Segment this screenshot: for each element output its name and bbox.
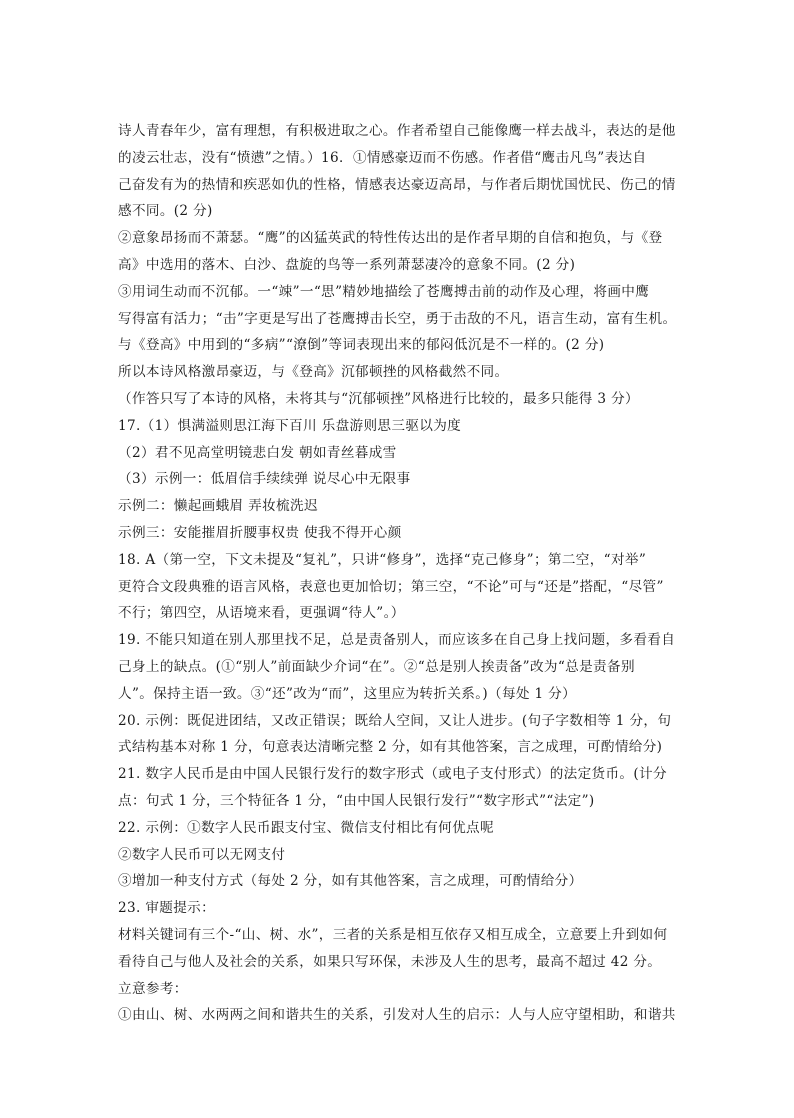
text-line: 材料关键词有三个-“山、树、水”，三者的关系是相互依存又相互成全，立意要上升到如何: [118, 926, 668, 943]
text-line: 23. 审题提示：: [118, 900, 216, 917]
text-line: 示例二：懒起画蛾眉 弄妆梳洗迟: [118, 498, 318, 515]
text-line: ②数字人民币可以无网支付: [118, 846, 286, 863]
text-line: 18. A（第一空，下文未提及“复礼”，只讲“修身”，选择“克己修身”；第二空，“对举”: [118, 551, 647, 568]
text-line: 19. 不能只知道在别人那里找不足，总是责备别人，而应该多在自己身上找问题，多看看自: [118, 632, 676, 649]
text-line: 20. 示例：既促进团结，又改正错误；既给人空间，又让人进步。(句子字数相等 1 分，句: [118, 712, 672, 729]
text-line: （2）君不见高堂明镜悲白发 朝如青丝暮成雪: [118, 444, 397, 461]
text-line: ②意象昂扬而不萧瑟。“鹰”的凶猛英武的特性传达出的是作者早期的自信和抱负，与《登: [118, 230, 663, 247]
text-line: 己身上的缺点。(①“别人”前面缺少介词“在”。②“总是别人挨责备”改为“总是责备别: [118, 658, 635, 675]
text-line: （作答只写了本诗的风格，未将其与“沉郁顿挫”风格进行比较的，最多只能得 3 分）: [118, 390, 639, 407]
text-line: 所以本诗风格激昂豪迈，与《登高》沉郁顿挫的风格截然不同。: [118, 364, 509, 381]
text-line: 高》中选用的落木、白沙、盘旋的鸟等一系列萧瑟凄冷的意象不同。(2 分): [118, 256, 576, 273]
text-line: 写得富有活力；“击”字更是写出了苍鹰搏击长空，勇于击敌的不凡，语言生动，富有生机。: [118, 310, 677, 327]
text-line: 22. 示例：①数字人民币跟支付宝、微信支付相比有何优点呢: [118, 819, 494, 836]
text-line: 感不同。(2 分): [118, 203, 213, 220]
text-line: ①由山、树、水两两之间和谐共生的关系，引发对人生的启示：人与人应守望相助，和谐共: [118, 1007, 676, 1024]
text-line: 人”。保持主语一致。③“还”改为“而”，这里应为转折关系。)（每处 1 分）: [118, 685, 577, 702]
text-line: 己奋发有为的热情和疾恶如仇的性格，情感表达豪迈高昂，与作者后期忧国忧民、伤己的情: [118, 176, 676, 193]
text-line: ③用词生动而不沉郁。一“竦”一“思”精妙地描绘了苍鹰搏击前的动作及心理，将画中鹰: [118, 283, 650, 300]
text-line: （3）示例一：低眉信手续续弹 说尽心中无限事: [118, 471, 411, 488]
text-line: 不行；第四空，从语境来看，更强调“待人”。）: [118, 605, 405, 622]
answer-key-text: [118, 118, 678, 1029]
text-line: 21. 数字人民币是由中国人民银行发行的数字形式（或电子支付形式）的法定货币。(计分: [118, 766, 667, 783]
text-line: 与《登高》中用到的“多病”“潦倒”等词表现出来的郁闷低沉是不一样的。(2 分): [118, 337, 605, 354]
text-line: 式结构基本对称 1 分，句意表达清晰完整 2 分，如有其他答案，言之成理，可酌情给分): [118, 739, 663, 756]
text-line: 点：句式 1 分，三个特征各 1 分，“由中国人民银行发行”“数字形式”“法定”): [118, 792, 595, 809]
text-line: 更符合文段典雅的语言风格，表意也更加恰切；第三空，“不论”可与“还是”搭配，“尽管”: [118, 578, 664, 595]
text-line: 立意参考：: [118, 980, 188, 997]
text-line: 示例三：安能摧眉折腰事权贵 使我不得开心颜: [118, 524, 402, 541]
text-line: 诗人青春年少，富有理想，有积极进取之心。作者希望自己能像鹰一样去战斗，表达的是他: [118, 123, 676, 139]
text-line: ③增加一种支付方式（每处 2 分，如有其他答案，言之成理，可酌情给分）: [118, 873, 583, 890]
text-line: 17.（1）惧满溢则思江海下百川 乐盘游则思三驱以为度: [118, 417, 462, 434]
text-line: 的凌云壮志，没有“愤懑”之情。）16．①情感豪迈而不伤感。作者借“鹰击凡鸟”表达自: [118, 149, 647, 166]
text-line: 看待自己与他人及社会的关系，如果只写环保，未涉及人生的思考，最高不超过 42 分。: [118, 953, 662, 970]
